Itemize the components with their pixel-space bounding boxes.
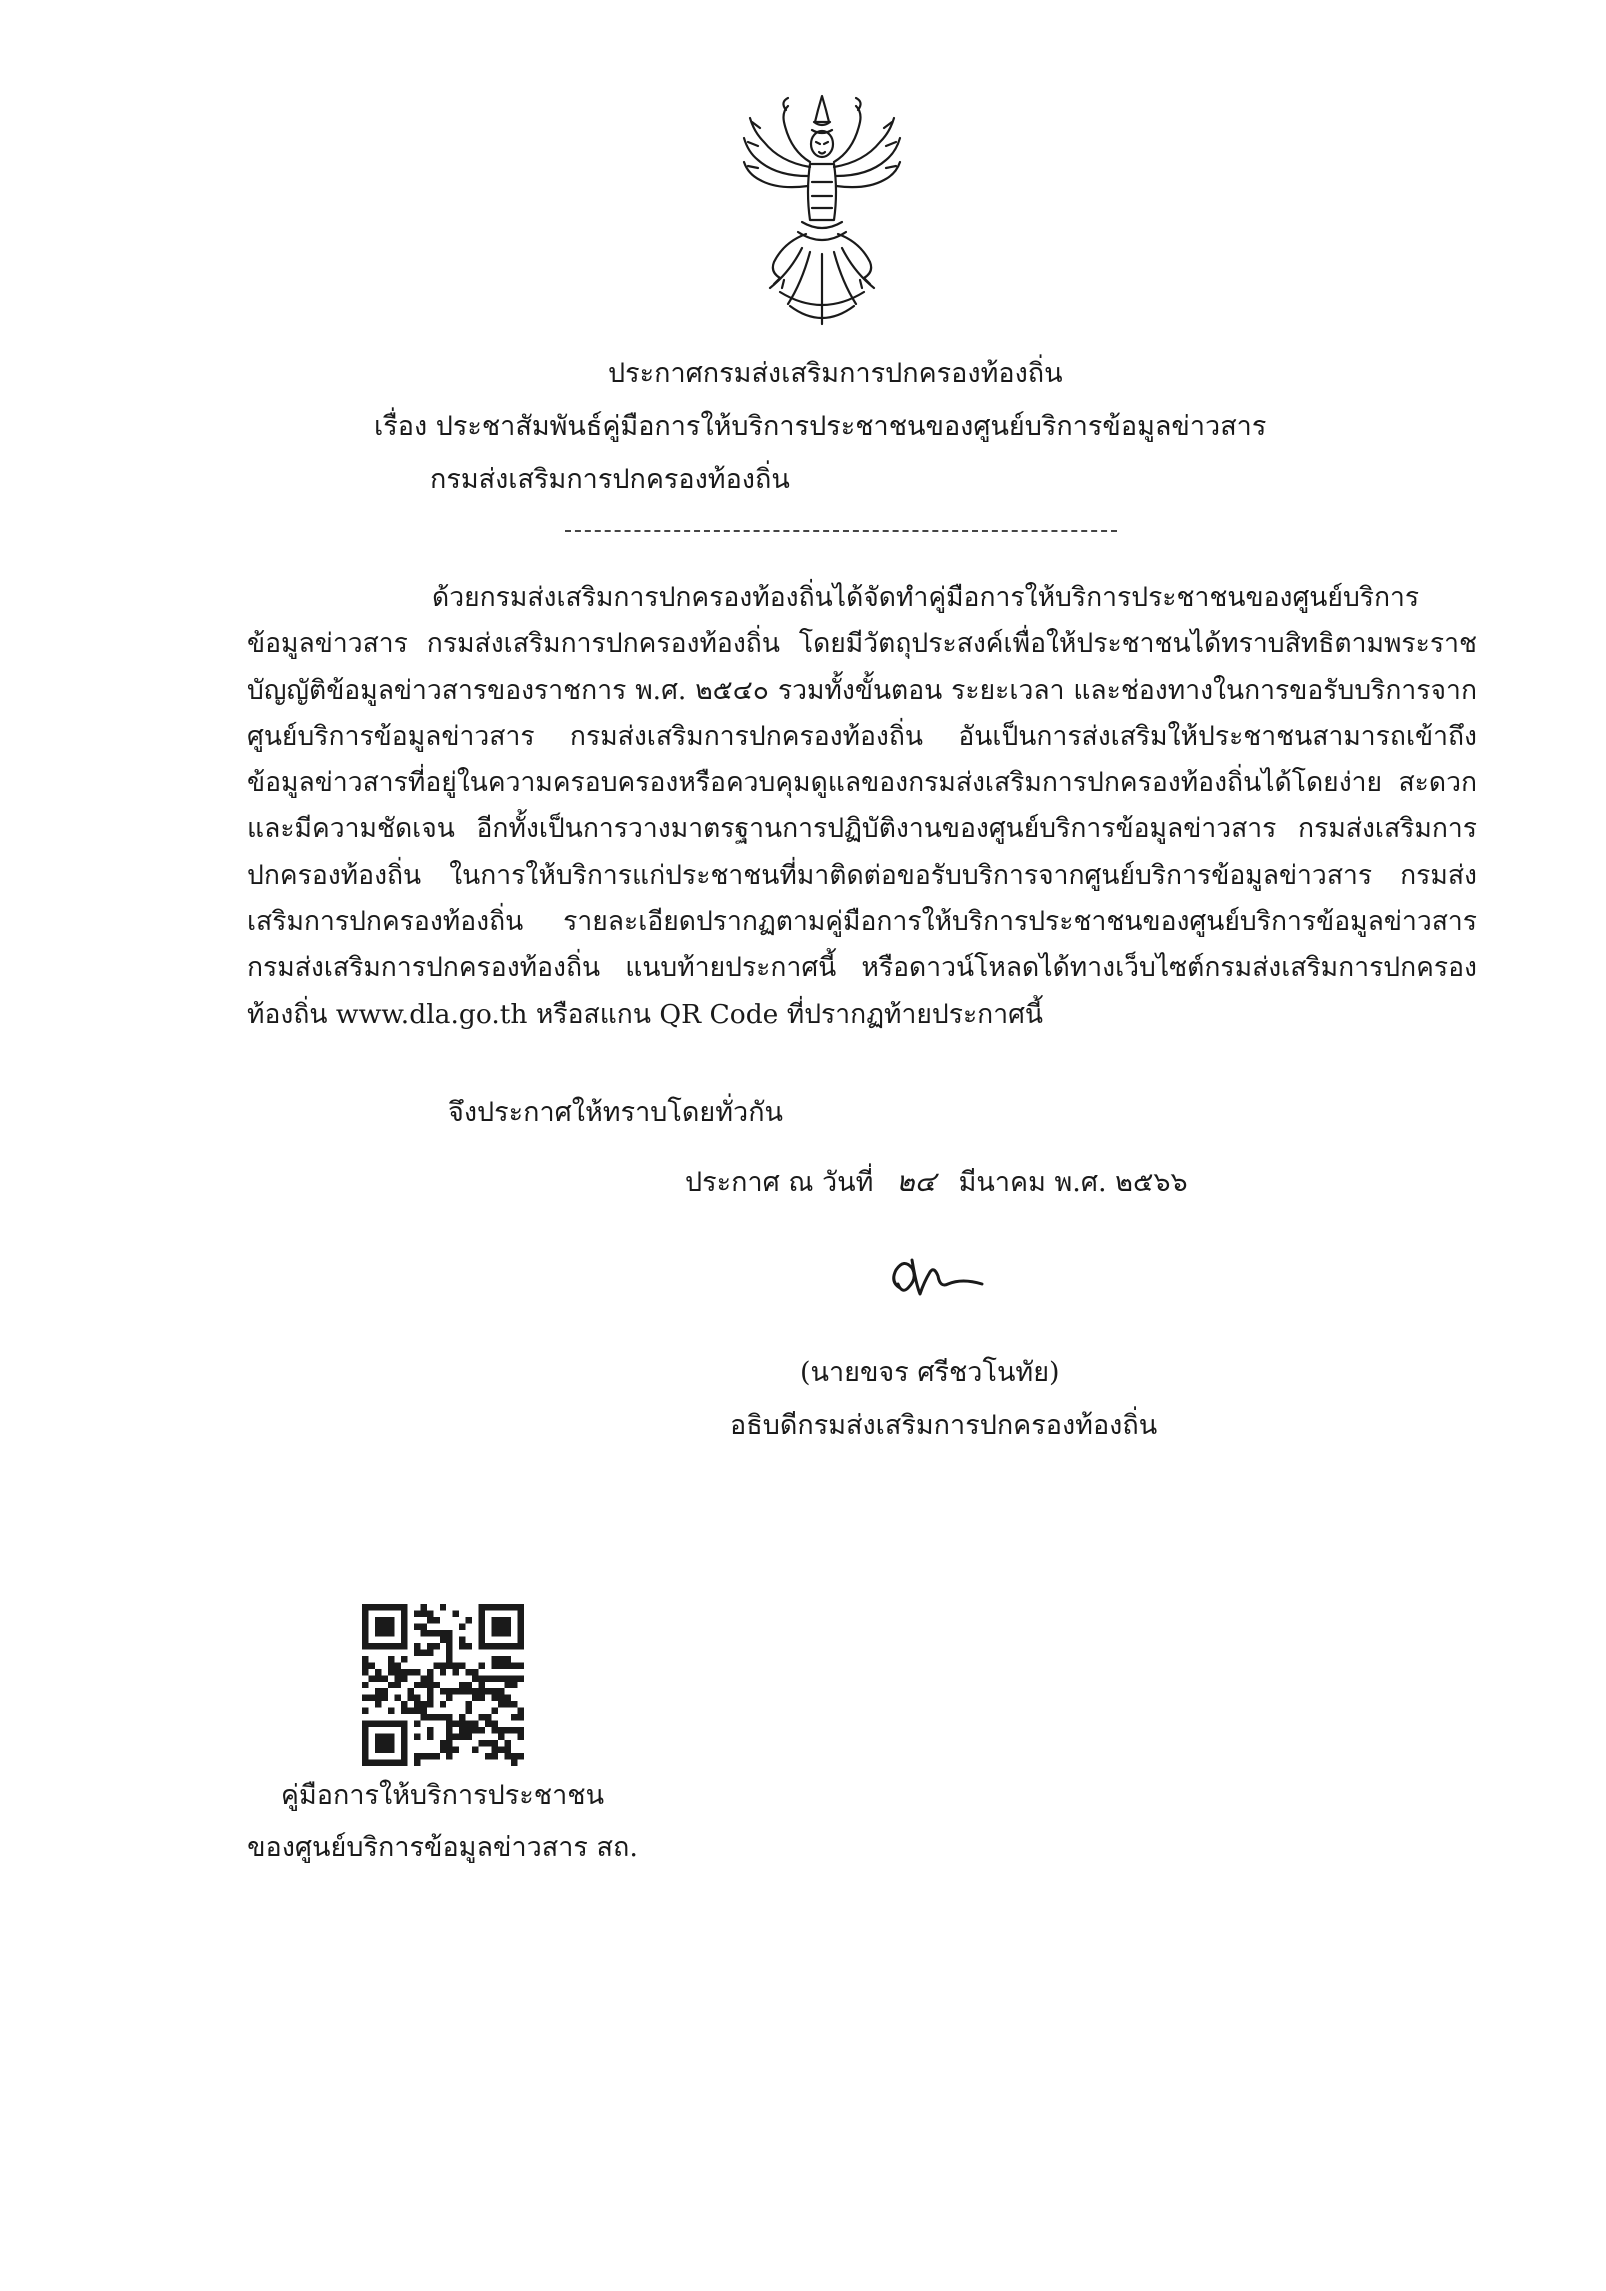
- signer-name: (นายขจร ศรีชวโนทัย): [800, 1357, 1060, 1388]
- signer-position: อธิบดีกรมส่งเสริมการปกครองท้องถิ่น: [730, 1410, 1158, 1441]
- garuda-emblem-icon: [740, 92, 905, 337]
- qr-caption-line2: ของศูนย์บริการข้อมูลข่าวสาร สถ.: [247, 1832, 638, 1863]
- date-day: ๒๔: [896, 1165, 936, 1198]
- announcement-date: [685, 1160, 1188, 1204]
- announcement-subject: เรื่อง ประชาสัมพันธ์คู่มือการให้บริการประชาชนของศูนย์บริการข้อมูลข่าวสาร: [374, 411, 1267, 442]
- date-prefix: ประกาศ ณ วันที่: [685, 1167, 874, 1198]
- announcement-body: [247, 575, 1477, 1038]
- body-paragraph: ด้วยกรมส่งเสริมการปกครองท้องถิ่นได้จัดทำคู่มือการให้บริการประชาชนของศูนย์บริการข้อมูลข่าวสาร กรมส่งเสริมการปกครองท้องถิ่น โดยมีวัตถุประสงค์เพื่อให้ประชาชนได้ทราบสิทธิตามพระราชบัญญัติข้อมูลข่าวสารของราชการ พ.ศ. ๒๕๔๐ รวมทั้งขั้นตอน ระยะเวลา และช่องทางในการขอรับบริการจากศูนย์บริการข้อมูลข่าวสาร กรมส่งเสริมการปกครองท้องถิ่น อันเป็นการส่งเสริมให้ประชาชนสามารถเข้าถึงข้อมูลข่าวสารที่อยู่ในความครอบครองหรือควบคุมดูแลของกรมส่งเสริมการปกครองท้องถิ่นได้โดยง่าย สะดวก และมีความชัดเจน อีกทั้งเป็นการวางมาตรฐานการปฏิบัติงานของศูนย์บริการข้อมูลข่าวสาร กรมส่งเสริมการปกครองท้องถิ่น ในการให้บริการแก่ประชาชนที่มาติดต่อขอรับบริการจากศูนย์บริการข้อมูลข่าวสาร กรมส่งเสริมการปกครองท้องถิ่น รายละเอียดปรากฏตามคู่มือการให้บริการประชาชนของศูนย์บริการข้อมูลข่าวสาร กรมส่งเสริมการปกครองท้องถิ่น แนบท้ายประกาศนี้ หรือดาวน์โหลดได้ทางเว็บไซต์กรมส่งเสริมการปกครองท้องถิ่น www.dla.go.th หรือสแกน QR Code ที่ปรากฏท้ายประกาศนี้: [247, 582, 1477, 1030]
- announcement-subject-continued: กรมส่งเสริมการปกครองท้องถิ่น: [430, 464, 790, 495]
- handwritten-signature-icon: [878, 1238, 988, 1313]
- date-month-year: มีนาคม พ.ศ. ๒๕๖๖: [958, 1167, 1188, 1198]
- closing-statement: จึงประกาศให้ทราบโดยทั่วกัน: [448, 1097, 783, 1128]
- announcement-title: ประกาศกรมส่งเสริมการปกครองท้องถิ่น: [608, 358, 1063, 389]
- title-divider: [565, 530, 1117, 532]
- qr-code-icon[interactable]: [362, 1604, 524, 1766]
- qr-caption-line1: คู่มือการให้บริการประชาชน: [280, 1780, 605, 1811]
